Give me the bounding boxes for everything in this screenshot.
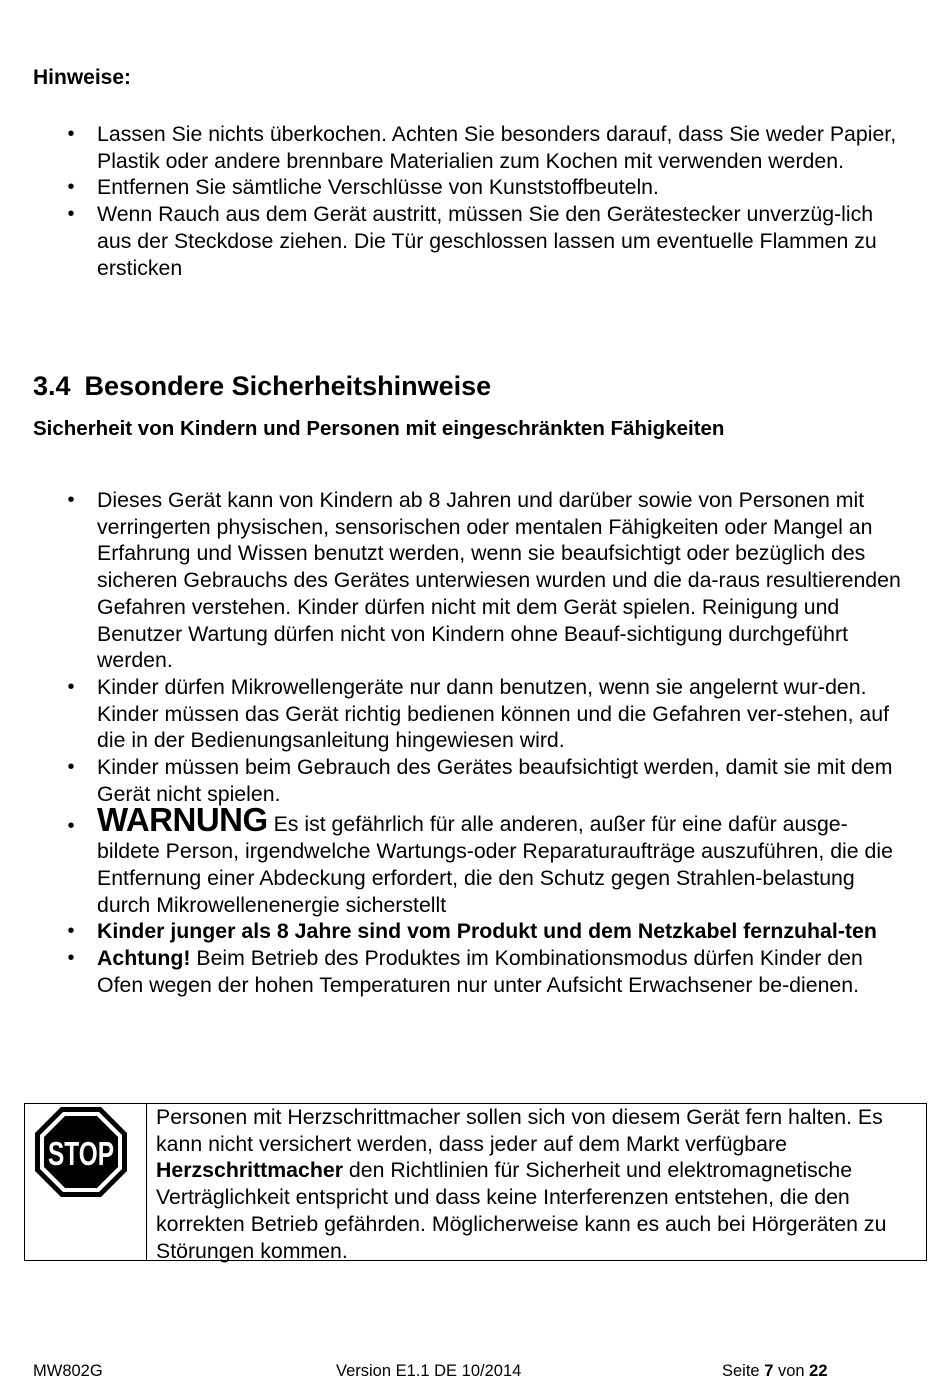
list-item	[0, 674, 950, 754]
bullet-icon: •	[67, 675, 75, 698]
list-item	[0, 801, 950, 918]
children-age-warning: Kinder junger als 8 Jahre sind vom Produkt und dem Netzkabel fernzuhal-ten	[97, 919, 877, 944]
list-item	[0, 174, 950, 201]
page-mid: von	[773, 1362, 810, 1380]
footer-version: Version E1.1 DE 10/2014	[336, 1362, 522, 1380]
warning-label: WARNUNG	[97, 801, 268, 839]
bullet-icon: •	[67, 946, 75, 969]
list-item	[0, 918, 950, 945]
note-text: Wenn Rauch aus dem Gerät austritt, müssen Sie den Gerätestecker unverzüg-lich aus der Steckdose ziehen. Die Tür geschlossen lassen um eventuelle Flammen zu ersticken	[97, 202, 877, 280]
bullet-icon: •	[67, 815, 75, 838]
section-number: 3.4	[33, 371, 71, 401]
list-item	[0, 487, 950, 674]
safety-list	[0, 487, 950, 998]
pacemaker-text-part: Personen mit Herzschrittmacher sollen sich von diesem Gerät fern halten. Es kann nicht versichert werden, dass jeder auf dem Markt verfügbare	[156, 1105, 883, 1156]
stop-icon-cell	[25, 1104, 147, 1260]
safety-text: Dieses Gerät kann von Kindern ab 8 Jahren und darüber sowie von Personen mit verringerten physischen, sensorischen oder mentalen Fähigkeiten oder Mangel an Erfahrung und Wissen benutzt werden, wenn sie beaufsichtigt oder bezüglich des sicheren Gebrauchs des Gerätes unterwiesen wurden und die da-raus resultierenden Gefahren verstehen. Kinder dürfen nicht mit dem Gerät spielen. Reinigung und Benutzer Wartung dürfen nicht von Kindern ohne Beauf-sichtigung durchgeführt werden.	[97, 488, 901, 673]
notes-heading: Hinweise:	[33, 66, 132, 89]
list-item	[0, 754, 950, 807]
list-item	[0, 121, 950, 174]
page-prefix: Seite	[722, 1362, 765, 1380]
list-item	[0, 201, 950, 281]
bullet-icon: •	[67, 489, 75, 511]
stop-sign-icon	[33, 1105, 129, 1199]
footer-model: MW802G	[33, 1362, 103, 1380]
section-title	[33, 371, 491, 402]
stop-sign-text: STOP	[48, 1135, 114, 1172]
notes-list	[0, 121, 950, 281]
pacemaker-warning-text	[156, 1104, 921, 1264]
page-total: 22	[809, 1362, 828, 1380]
section-title-text: Besondere Sicherheitshinweise	[84, 371, 492, 401]
pacemaker-text-part: den Richtlinien für Sicherheit und elektromagnetische Verträglichkeit entspricht und dass keine Interferenzen entstehen, die den korrekten Betrieb gefährden. Möglicherweise kann es auch bei Hörgeräten zu Störungen kommen.	[156, 1158, 887, 1263]
pacemaker-bold-term: Herzschrittmacher	[156, 1158, 344, 1183]
footer-page-number	[722, 1362, 828, 1381]
safety-text: Kinder müssen beim Gebrauch des Gerätes beaufsichtigt werden, damit sie mit dem Gerät nicht spielen.	[97, 755, 893, 806]
bullet-icon: •	[67, 123, 75, 145]
attention-label: Achtung!	[97, 945, 191, 970]
warning-text: Es ist gefährlich für alle anderen, außer für eine dafür ausge-bildete Person, irgendwelche Wartungs-oder Reparaturaufträge auszuführen, die die Entfernung einer Abdeckung erfordert, die den Schutz gegen Strahlen-belastung durch Mikrowellenenergie sicherstellt	[97, 812, 893, 917]
note-text: Lassen Sie nichts überkochen. Achten Sie besonders darauf, dass Sie weder Papier, Plastik oder andere brennbare Materialien zum Kochen mit verwenden werden.	[97, 122, 897, 173]
page-current: 7	[764, 1362, 774, 1380]
bullet-icon: •	[67, 176, 75, 199]
bullet-icon: •	[67, 920, 75, 943]
safety-text: Kinder dürfen Mikrowellengeräte nur dann benutzen, wenn sie angelernt wur-den. Kinder müssen das Gerät richtig bedienen können und die Gefahren ver-stehen, auf die in der Bedienungsanleitung hingewiesen wird.	[97, 674, 890, 753]
section-subtitle: Sicherheit von Kindern und Personen mit eingeschränkten Fähigkeiten	[33, 417, 725, 440]
bullet-icon: •	[67, 203, 75, 226]
list-item	[0, 945, 950, 998]
pacemaker-warning-box	[24, 1103, 927, 1261]
bullet-icon: •	[67, 756, 75, 779]
attention-text: Beim Betrieb des Produktes im Kombinationsmodus dürfen Kinder den Ofen wegen der hohen Temperaturen nur unter Aufsicht Erwachsener be-dienen.	[97, 945, 863, 997]
note-text: Entfernen Sie sämtliche Verschlüsse von Kunststoffbeuteln.	[97, 175, 659, 200]
